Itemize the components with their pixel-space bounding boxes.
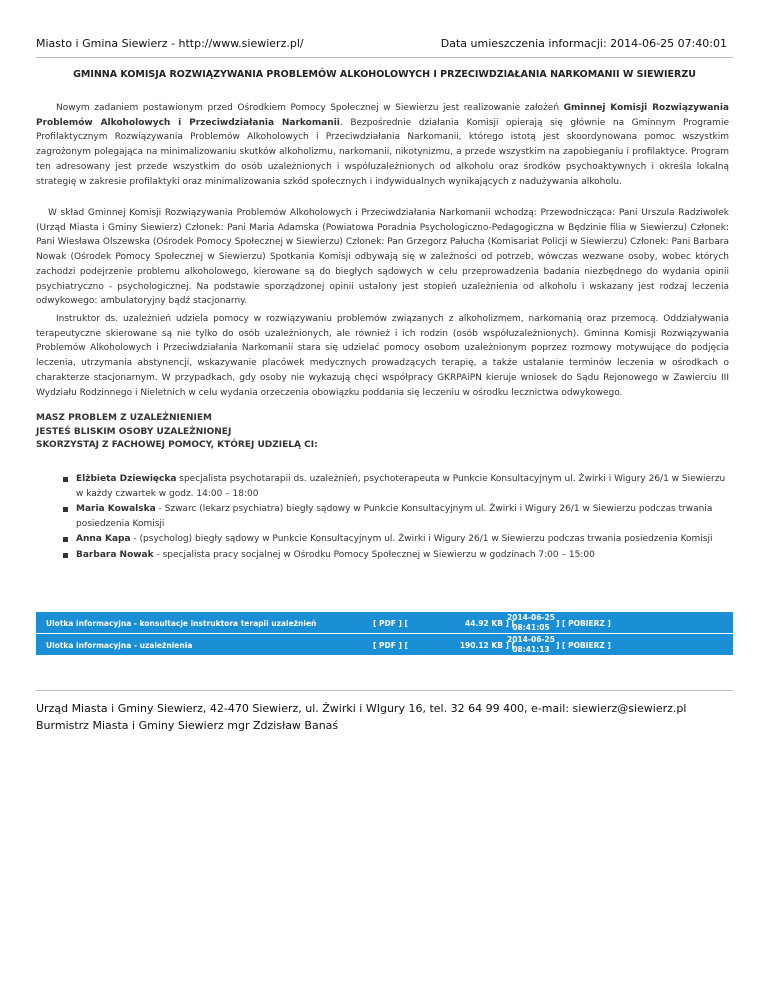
attachment-time: 08:41:05	[512, 622, 550, 632]
attachment-time: 08:41:13	[512, 644, 550, 654]
list-item	[76, 502, 733, 531]
attachment-size: 190.12 KB ] [	[459, 641, 515, 650]
attachment-name[interactable]: Ulotka informacyjna - uzależnienia	[46, 641, 193, 650]
attachment-date: 2014-06-25	[507, 635, 555, 644]
bullet-icon	[63, 553, 68, 558]
bullet-icon	[63, 477, 68, 482]
footer-address: Urząd Miasta i Gminy Siewierz, 42-470 Siewierz, ul. Żwirki i WIgury 16, tel. 32 64 99 400, e-mail: siewierz@siewierz.pl	[36, 702, 687, 715]
attachment-name[interactable]: Ulotka informacyjna - konsultacje instruktora terapii uzależnień	[46, 619, 317, 628]
bullet-icon	[63, 537, 68, 542]
attachment-type: [ PDF ] [	[373, 641, 408, 650]
list-item	[76, 472, 733, 501]
intro-paragraph	[36, 101, 729, 189]
intro-text-a: Nowym zadaniem postawionym przed Ośrodkiem Pomocy Społecznej w Siewierzu jest realizowanie założeń	[56, 103, 564, 113]
specialist-desc: specjalista psychotarapii ds. uzależnień, psychoterapeuta w Punkcie Konsultacyjnym ul. Żwirki i Wigury 26/1 w Siewierzu w każdy czwartek w godz. 14:00 – 18:00	[76, 474, 726, 499]
attachment-row[interactable]	[36, 612, 733, 633]
members-paragraph: W skład Gminnej Komisji Rozwiązywania Problemów Alkoholowych i Przeciwdziałania Narkomanii wchodzą: Przewodnicząca: Pani Urszula Radziwołek (Urząd Miasta i Gminy Siewierz) Członek: Pani Maria Adamska (Powiatowa Poradnia Psychologiczno-Pedagogiczna w Będzinie filia w Siewierzu) Członek: Pani Wiesława Olszewska (Ośrodek Pomocy Społecznej w Siewierzu) Członek: Pan Grzegorz Pałucha (Komisariat Policji w Siewierzu) Członek: Pani Barbara Nowak (Ośrodek Pomocy Społecznej w Siewierzu) Spotkania Komisji odbywają się w zależności od potrzeb, wówczas wezwane osoby, wobec których zachodzi podejrzenie problemu alkoholowego, kierowane są do biegłych sądowych w celu przeprowadzenia badania niezbędnego do wydania opinii psychiatryczno - psychologicznej. Na podstawie sporządzonej opinii ustalony jest stopień uzależnienia od alkoholu i wskazany jest rodzaj leczenia odwykowego: ambulatoryjny bądź stacjonarny.	[36, 208, 729, 307]
list-item	[76, 532, 733, 547]
specialist-name: Anna Kapa	[76, 534, 131, 544]
specialist-name: Maria Kowalska	[76, 504, 156, 514]
list-item	[76, 548, 733, 563]
site-name: Miasto i Gmina Siewierz - http://www.siewierz.pl/	[36, 37, 304, 50]
publish-date: Data umieszczenia informacji: 2014-06-25 07:40:01	[440, 37, 727, 50]
download-link[interactable]: ] [ POBIERZ ]	[556, 619, 611, 628]
specialist-name: Barbara Nowak	[76, 549, 154, 560]
heading-get-help: SKORZYSTAJ Z FACHOWEJ POMOCY, KTÓREJ UDZIELĄ CI:	[36, 440, 318, 450]
bullet-icon	[63, 507, 68, 512]
heading-problem: MASZ PROBLEM Z UZALEŻNIENIEM	[36, 413, 212, 423]
download-link[interactable]: ] [ POBIERZ ]	[556, 641, 611, 650]
specialist-name: Elżbieta Dziewięcka	[76, 474, 177, 484]
heading-close-person: JESTEŚ BLISKIM OSOBY UZALEŻNIONEJ	[36, 426, 232, 437]
attachment-row[interactable]	[36, 634, 733, 655]
specialist-desc: - Szwarc (lekarz psychiatra) biegły sądowy w Punkcie Konsultacyjnym ul. Żwirki i Wigury 26/1 w Siewierzu podczas trwania posiedzenia Komisji	[76, 504, 713, 529]
intro-text-b: . Bezpośrednie działania Komisji opierają się głównie na Gminnym Programie Profilaktycznym Rozwiązywania Problemów Alkoholowych i Przeciwdziałania Narkomanii, którego istotą jest skoordynowana pomoc wszystkim zagrożonym polegająca na minimalizowaniu skutków alkoholizmu, narkomanii, nikotynizmu, a przede wszystkim na zapobieganiu i profilaktyce. Program ten adresowany jest przede wszystkim do osób uzależnionych i współuzależnionych od alkoholu oraz środków psychoaktywnych i określa lokalną strategię w zakresie profilaktyki oraz minimalizowania szkód społecznych i indywidualnych wynikających z nadużywania alkoholu.	[36, 117, 729, 187]
header-divider	[36, 57, 733, 58]
attachment-size: 44.92 KB ] [	[465, 619, 515, 628]
attachment-datetime	[506, 613, 556, 632]
footer-mayor: Burmistrz Miasta i Gminy Siewierz mgr Zdzisław Banaś	[36, 719, 339, 732]
attachment-datetime	[506, 635, 556, 654]
attachments-table	[36, 612, 733, 656]
page-header	[36, 37, 733, 51]
instructor-paragraph: Instruktor ds. uzależnień udziela pomocy w rozwiązywaniu problemów związanych z alkoholizmem, narkomanią oraz przemocą. Oddziaływania terapeutyczne skierowane są nie tylko do osób uzależnionych, ale również i ich rodzin (osób współuzależnionych). Gminna Komisji Rozwiązywania Problemów Alkoholowych i Przeciwdziałania Narkomanii stara się udzielać pomocy osobom uzależnionym poprzez rozmowy motywujące do podjęcia leczenia, utrzymania abstynencji, wskazywanie placówek medycznych prowadzących terapię, a także ustalanie terminów leczenia w ośrodkach o charakterze stacjonarnym. W przypadkach, gdy osoby nie wykazują chęci współpracy GKRPAiPN kieruje wniosek do Sądu Rejonowego w Zawierciu III Wydziału Rodzinnego i Nieletnich w celu wydania orzeczenia obowiązku poddania się leczeniu w ośrodku lecznictwa odwykowego.	[36, 314, 729, 398]
help-headings	[36, 412, 318, 453]
specialist-desc: - (psycholog) biegły sądowy w Punkcie Konsultacyjnym ul. Żwirki i Wigury 26/1 w Siewierzu podczas trwania posiedzenia Komisji	[130, 534, 713, 544]
attachment-type: [ PDF ] [	[373, 619, 408, 628]
page-title: GMINNA KOMISJA ROZWIĄZYWANIA PROBLEMÓW ALKOHOLOWYCH I PRZECIWDZIAŁANIA NARKOMANII W SIEWIERZU	[73, 69, 696, 80]
page-footer	[36, 700, 686, 734]
specialists-list	[36, 472, 733, 563]
footer-divider	[36, 690, 733, 691]
specialist-desc: - specjalista pracy socjalnej w Ośrodku Pomocy Społecznej w Siewierzu w godzinach 7:00 – 15:00	[153, 549, 595, 560]
intro-bold: Gminnej Komisji Rozwiązywania Problemów Alkoholowych i Przeciwdziałania Narkomanii	[36, 103, 729, 128]
attachment-date: 2014-06-25	[507, 613, 555, 622]
